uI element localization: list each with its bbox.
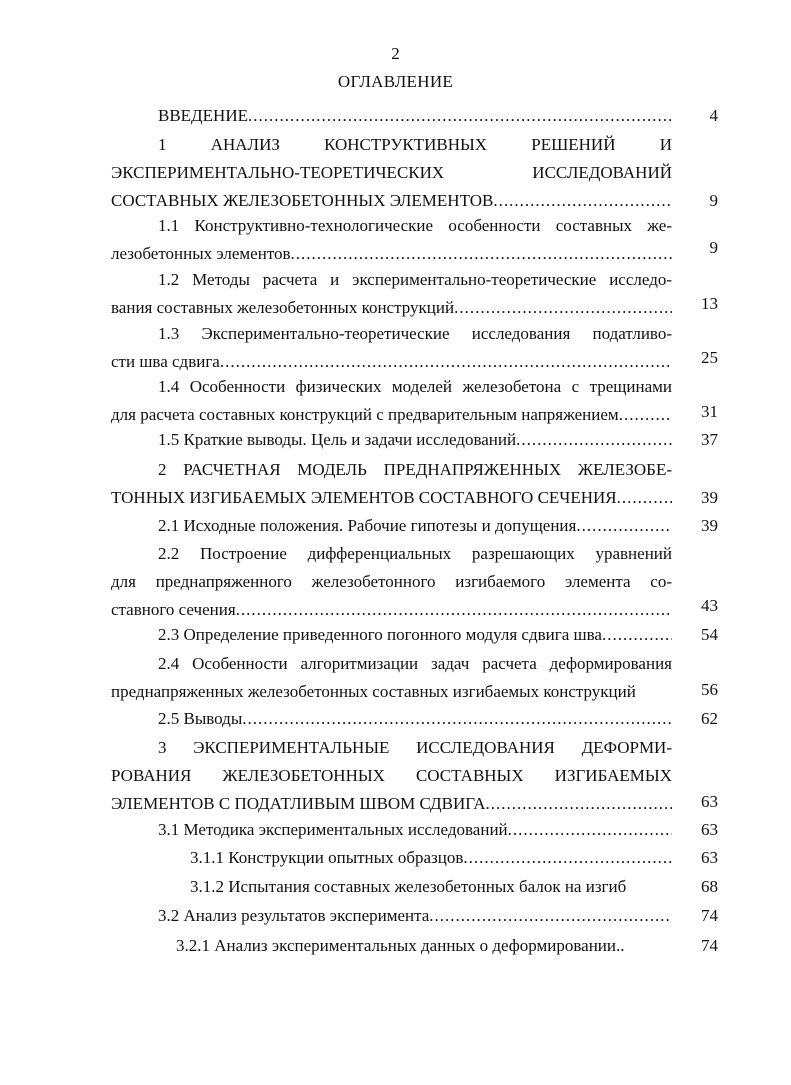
toc-line: 3.2 Анализ результатов эксперимента ..... xyxy=(158,902,672,930)
toc-page-number: 39 xyxy=(701,488,718,507)
toc-page-number: 56 xyxy=(701,680,718,699)
toc-line: 2.3 Определение приведенного погонного модуля сдвига шва ..... xyxy=(158,621,672,649)
toc-line: 2.1 Исходные положения. Рабочие гипотезы и допущения ..... xyxy=(158,512,672,540)
toc-page-number: 63 xyxy=(701,820,718,839)
toc-line: 1 АНАЛИЗ КОНСТРУКТИВНЫХ РЕШЕНИЙ И xyxy=(158,135,672,154)
toc-line: 3.1.1 Конструкции опытных образцов ..... xyxy=(190,844,672,872)
toc-line: 2.5 Выводы ..... xyxy=(158,705,672,733)
toc-page-number: 9 xyxy=(709,191,718,210)
toc-page-number: 74 xyxy=(701,906,718,925)
toc-line: лезобетонных элементов ..... xyxy=(111,240,672,268)
toc-page-number: 9 xyxy=(709,238,718,257)
toc-line: ЭЛЕМЕНТОВ С ПОДАТЛИВЫМ ШВОМ СДВИГА ..... xyxy=(111,790,672,818)
toc-line: ТОННЫХ ИЗГИБАЕМЫХ ЭЛЕМЕНТОВ СОСТАВНОГО СЕЧЕНИЯ ..... xyxy=(111,484,672,512)
toc-page-number: 74 xyxy=(701,936,718,955)
toc-page-number: 39 xyxy=(701,516,718,535)
toc-page-number: 43 xyxy=(701,596,718,615)
toc-line: вания составных железобетонных конструкций ..... xyxy=(111,294,672,322)
toc-line: 3 ЭКСПЕРИМЕНТАЛЬНЫЕ ИССЛЕДОВАНИЯ ДЕФОРМИ- xyxy=(158,738,672,757)
toc-page-number: 13 xyxy=(701,294,718,313)
toc-page-number: 31 xyxy=(701,402,718,421)
toc-line: 1.2 Методы расчета и экспериментально-теоретические исследо- xyxy=(158,270,672,289)
toc-page-number: 63 xyxy=(701,792,718,811)
toc-line: 2.2 Построение дифференциальных разрешающих уравнений xyxy=(158,544,672,563)
page-number: 2 xyxy=(391,44,400,63)
toc-line: для преднапряженного железобетонного изгибаемого элемента со- xyxy=(111,572,672,591)
page-title: ОГЛАВЛЕНИЕ xyxy=(337,72,454,91)
toc-line: 1.5 Краткие выводы. Цель и задачи исследований ..... xyxy=(158,426,672,454)
toc-line: ВВЕДЕНИЕ ..... xyxy=(158,102,672,130)
toc-line: 3.1.2 Испытания составных железобетонных балок на изгиб xyxy=(190,877,627,896)
toc-line: ставного сечения ..... xyxy=(111,596,672,624)
toc-page-number: 25 xyxy=(701,348,718,367)
toc-line: для расчета составных конструкций с предварительным напряжением ..... xyxy=(111,401,672,429)
toc-line: СОСТАВНЫХ ЖЕЛЕЗОБЕТОННЫХ ЭЛЕМЕНТОВ ..... xyxy=(111,187,672,215)
toc-line: 2.4 Особенности алгоритмизации задач расчета деформирования xyxy=(158,654,672,673)
toc-line: 1.4 Особенности физических моделей железобетона с трещинами xyxy=(158,377,672,396)
toc-line: преднапряженных железобетонных составных изгибаемых конструкций xyxy=(111,682,636,701)
toc-page-number: 54 xyxy=(701,625,718,644)
toc-page-number: 63 xyxy=(701,848,718,867)
toc-line: 1.3 Экспериментально-теоретические исследования податливо- xyxy=(158,324,672,343)
toc-line: 3.2.1 Анализ экспериментальных данных о деформировании.. xyxy=(176,936,625,955)
toc-line: 2 РАСЧЕТНАЯ МОДЕЛЬ ПРЕДНАПРЯЖЕННЫХ ЖЕЛЕЗОБЕ- xyxy=(158,460,672,479)
toc-page-number: 4 xyxy=(709,106,718,125)
toc-line: 1.1 Конструктивно-технологические особенности составных же- xyxy=(158,216,672,235)
toc-page-number: 62 xyxy=(701,709,718,728)
toc-line: сти шва сдвига ..... xyxy=(111,348,672,376)
toc-page-number: 68 xyxy=(701,877,718,896)
toc-line: РОВАНИЯ ЖЕЛЕЗОБЕТОННЫХ СОСТАВНЫХ ИЗГИБАЕМЫХ xyxy=(111,766,672,785)
toc-line: ЭКСПЕРИМЕНТАЛЬНО-ТЕОРЕТИЧЕСКИХ ИССЛЕДОВАНИЙ xyxy=(111,163,672,182)
toc-page-number: 37 xyxy=(701,430,718,449)
toc-line: 3.1 Методика экспериментальных исследований ..... xyxy=(158,816,672,844)
